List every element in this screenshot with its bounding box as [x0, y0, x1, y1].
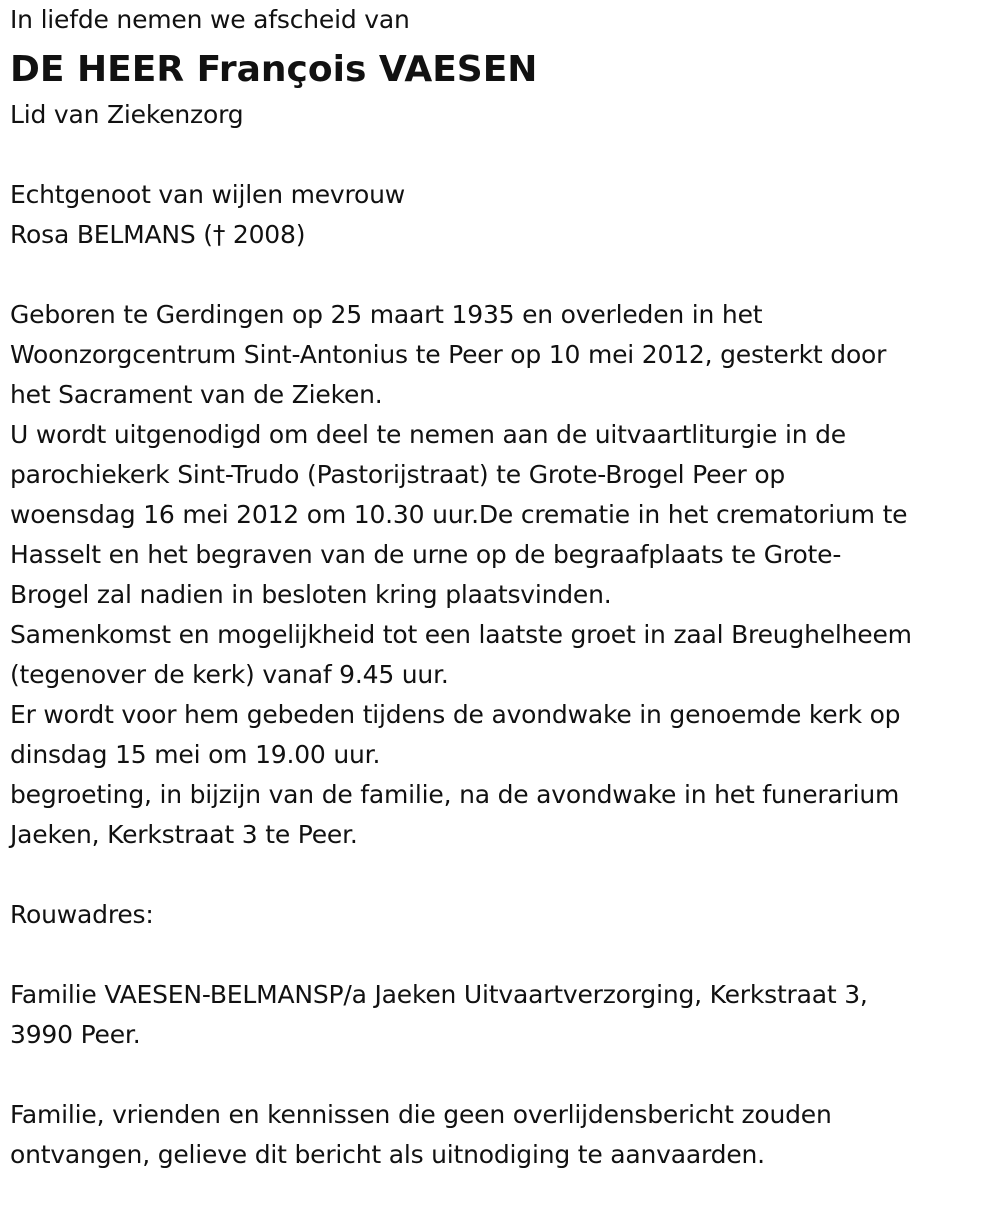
body-line: Hasselt en het begraven van de urne op de begraafplaats te Grote-	[10, 540, 842, 569]
intro-text: In liefde nemen we afscheid van	[10, 5, 410, 34]
deceased-name: DE HEER François VAESEN	[10, 49, 538, 90]
body-line: begroeting, in bijzijn van de familie, na de avondwake in het funerarium	[10, 780, 900, 809]
address-label: Rouwadres:	[10, 900, 154, 929]
closing-block	[10, 1095, 995, 1175]
body-line: Brogel zal nadien in besloten kring plaatsvinden.	[10, 580, 612, 609]
body-text	[10, 295, 995, 855]
membership-text: Lid van Ziekenzorg	[10, 100, 244, 129]
address-line: Familie VAESEN-BELMANSP/a Jaeken Uitvaartverzorging, Kerkstraat 3,	[10, 980, 868, 1009]
spouse-line: Rosa BELMANS († 2008)	[10, 220, 306, 249]
body-line: woensdag 16 mei 2012 om 10.30 uur.De crematie in het crematorium te	[10, 500, 908, 529]
spouse-line: Echtgenoot van wijlen mevrouw	[10, 180, 406, 209]
body-line: dinsdag 15 mei om 19.00 uur.	[10, 740, 381, 769]
body-line: Er wordt voor hem gebeden tijdens de avondwake in genoemde kerk op	[10, 700, 901, 729]
body-line: U wordt uitgenodigd om deel te nemen aan de uitvaartliturgie in de	[10, 420, 846, 449]
body-line: Samenkomst en mogelijkheid tot een laatste groet in zaal Breughelheem	[10, 620, 912, 649]
closing-line: Familie, vrienden en kennissen die geen overlijdensbericht zouden	[10, 1100, 832, 1129]
body-line: (tegenover de kerk) vanaf 9.45 uur.	[10, 660, 449, 689]
body-line: Jaeken, Kerkstraat 3 te Peer.	[10, 820, 358, 849]
body-line: Woonzorgcentrum Sint-Antonius te Peer op 10 mei 2012, gesterkt door	[10, 340, 887, 369]
obituary-notice	[10, 0, 995, 1175]
address-line: 3990 Peer.	[10, 1020, 141, 1049]
body-line: het Sacrament van de Zieken.	[10, 380, 383, 409]
body-line: parochiekerk Sint-Trudo (Pastorijstraat) te Grote-Brogel Peer op	[10, 460, 786, 489]
body-line: Geboren te Gerdingen op 25 maart 1935 en overleden in het	[10, 300, 763, 329]
address-block	[10, 975, 995, 1055]
closing-line: ontvangen, gelieve dit bericht als uitnodiging te aanvaarden.	[10, 1140, 765, 1169]
spouse-block	[10, 175, 995, 255]
